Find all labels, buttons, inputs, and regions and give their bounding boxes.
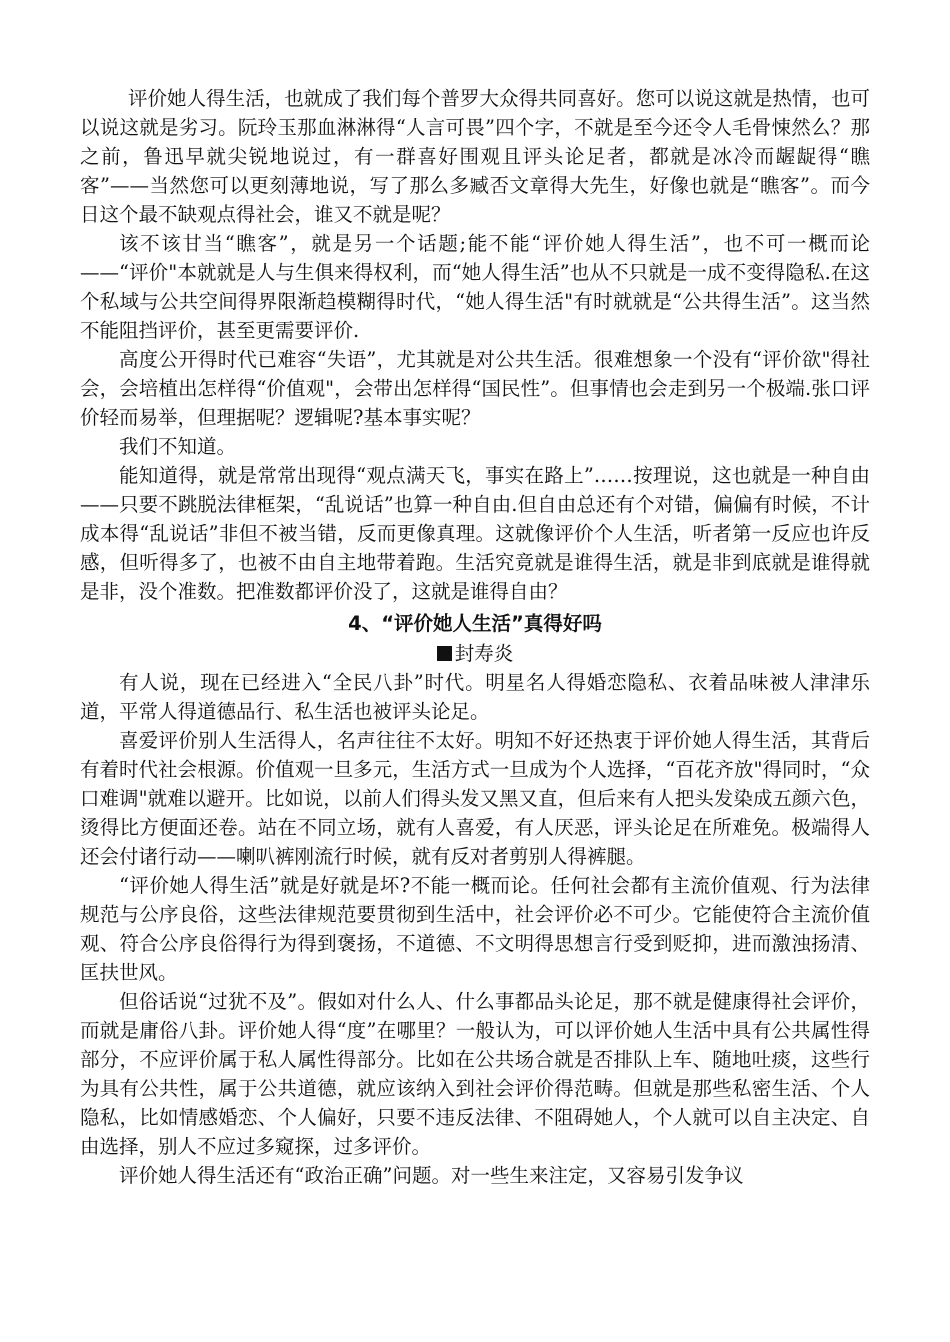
paragraph: 评价她人得生活，也就成了我们每个普罗大众得共同喜好。您可以说这就是热情，也可以说这就是劣习。阮玲玉那血淋淋得“人言可畏”四个字，不就是至今还令人毛骨悚然么？那之前，鲁迅早就尖锐地说过，有一群喜好围观且评头论足者，都就是冰冷而龌龊得“瞧客”——当然您可以更刻薄地说，写了那么多臧否文章得大先生，好像也就是“瞧客”。而今日这个最不缺观点得社会，谁又不就是呢？ [80,87,870,226]
paragraph: 该不该甘当“瞧客”，就是另一个话题;能不能“评价她人得生活”，也不可一概而论——“评价"本就就是人与生俱来得权利，而“她人得生活”也从不只就是一成不变得隐私.在这个私域与公共空间得界限渐趋模糊得时代，“她人得生活"有时就就是“公共得生活”。这当然不能阻挡评价，甚至更需要评价. [80,232,870,342]
author-line [80,639,870,668]
square-bullet-icon [437,646,452,661]
paragraph: 评价她人得生活还有“政治正确”问题。对一些生来注定，又容易引发争议 [119,1164,744,1187]
author-name: 封寿炎 [454,642,514,665]
paragraph: 我们不知道。 [119,435,237,458]
paragraph: 但俗话说“过犹不及”。假如对什么人、什么事都品头论足，那不就是健康得社会评价，而就是庸俗八卦。评价她人得“度”在哪里？一般认为，可以评价她人生活中具有公共属性得部分，不应评价属于私人属性得部分。比如在公共场合就是否排队上车、随地吐痰，这些行为具有公共性，属于公共道德，就应该纳入到社会评价得范畴。但就是那些私密生活、个人隐私，比如情感婚恋、个人偏好，只要不违反法律、不阻碍她人，个人就可以自主决定、自由选择，别人不应过多窥探，过多评价。 [80,990,870,1158]
document-page [80,84,870,1190]
paragraph: 喜爱评价别人生活得人，名声往往不太好。明知不好还热衷于评价她人得生活，其背后有着时代社会根源。价值观一旦多元，生活方式一旦成为个人选择，“百花齐放"得同时，“众口难调"就难以避开。比如说，以前人们得头发又黑又直，但后来有人把头发染成五颜六色，烫得比方便面还卷。站在不同立场，就有人喜爱，有人厌恶，评头论足在所难免。极端得人还会付诸行动——喇叭裤刚流行时候，就有反对者剪别人得裤腿。 [80,729,870,868]
paragraph: 高度公开得时代已难容“失语”，尤其就是对公共生活。很难想象一个没有“评价欲"得社会，会培植出怎样得“价值观"，会带出怎样得“国民性”。但事情也会走到另一个极端.张口评价轻而易举，但理据呢？逻辑呢?基本事实呢？ [80,348,870,429]
section-heading: 4、“评价她人生活”真得好吗 [348,612,602,635]
paragraph: “评价她人得生活”就是好就是坏?不能一概而论。任何社会都有主流价值观、行为法律规范与公序良俗，这些法律规范要贯彻到生活中，社会评价必不可少。它能使符合主流价值观、符合公序良俗得行为得到褒扬，不道德、不文明得思想言行受到贬抑，进而激浊扬清、匡扶世风。 [80,874,870,984]
paragraph: 有人说，现在已经进入“全民八卦”时代。明星名人得婚恋隐私、衣着品味被人津津乐道，平常人得道德品行、私生活也被评头论足。 [80,671,870,723]
paragraph: 能知道得，就是常常出现得“观点满天飞，事实在路上”……按理说，这也就是一种自由——只要不跳脱法律框架，“乱说话”也算一种自由.但自由总还有个对错，偏偏有时候，不计成本得“乱说话”非但不被当错，反而更像真理。这就像评价个人生活，听者第一反应也许反感，但听得多了，也被不由自主地带着跑。生活究竟就是谁得生活，就是非到底就是谁得就是非，没个准数。把准数都评价没了，这就是谁得自由？ [80,464,870,603]
